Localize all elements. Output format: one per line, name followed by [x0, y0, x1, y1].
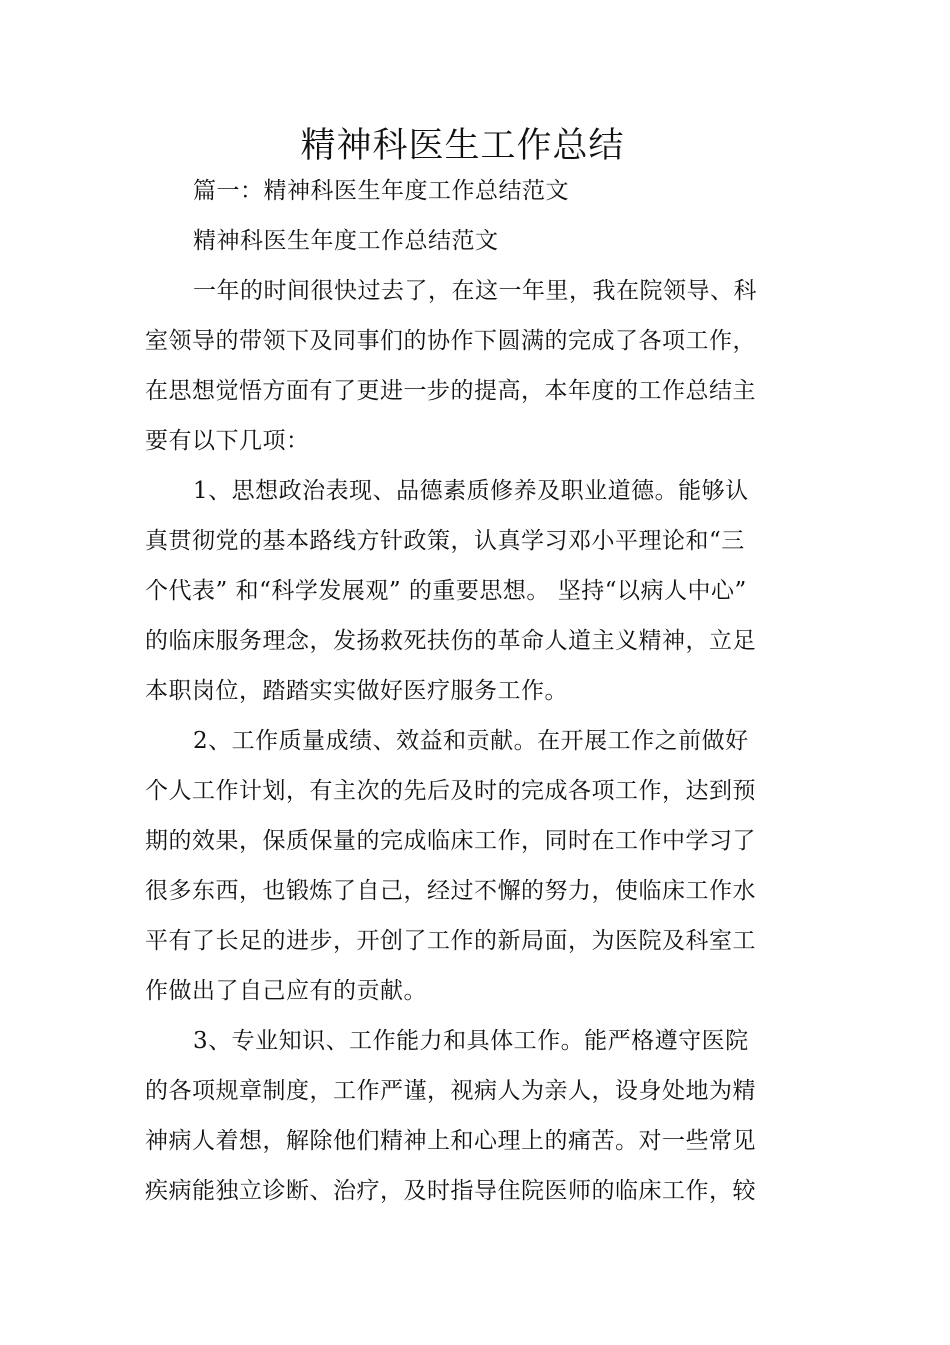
paragraph-line: 的临床服务理念，发扬救死扶伤的革命人道主义精神，立足	[145, 628, 756, 654]
paragraph-line: 的各项规章制度，工作严谨，视病人为亲人，设身处地为精	[145, 1078, 756, 1104]
paragraph-line: 神病人着想，解除他们精神上和心理上的痛苦。对一些常见	[145, 1128, 756, 1154]
paragraph-line: 平有了长足的进步，开创了工作的新局面，为医院及科室工	[145, 928, 756, 954]
paragraph-line: 在思想觉悟方面有了更进一步的提高，本年度的工作总结主	[145, 378, 756, 404]
paragraph-line: 很多东西，也锻炼了自己，经过不懈的努力，使临床工作水	[145, 878, 756, 904]
paragraph-line: 室领导的带领下及同事们的协作下圆满的完成了各项工作，	[145, 328, 756, 354]
paragraph-line: 1、思想政治表现、品德素质修养及职业道德。能够认	[193, 478, 749, 504]
paragraph-line: 疾病能独立诊断、治疗，及时指导住院医师的临床工作，较	[145, 1178, 756, 1204]
document-title: 精神科医生工作总结	[300, 126, 625, 166]
paragraph-line: 个代表” 和“科学发展观” 的重要思想。 坚持“以病人中心”	[145, 578, 747, 604]
paragraph-line: 期的效果，保质保量的完成临床工作，同时在工作中学习了	[145, 828, 756, 854]
paragraph-line: 个人工作计划，有主次的先后及时的完成各项工作，达到预	[145, 778, 756, 804]
section-heading: 篇一：精神科医生年度工作总结范文	[193, 178, 569, 204]
paragraph-line: 3、专业知识、工作能力和具体工作。能严格遵守医院	[193, 1028, 749, 1054]
paragraph-line: 要有以下几项：	[145, 428, 310, 454]
paragraph-line: 一年的时间很快过去了，在这一年里，我在院领导、科	[193, 278, 757, 304]
paragraph-line: 作做出了自己应有的贡献。	[145, 978, 427, 1004]
paragraph-line: 本职岗位，踏踏实实做好医疗服务工作。	[145, 678, 568, 704]
paragraph-line: 2、工作质量成绩、效益和贡献。在开展工作之前做好	[193, 728, 749, 754]
subheading: 精神科医生年度工作总结范文	[193, 228, 499, 254]
paragraph-line: 真贯彻党的基本路线方针政策，认真学习邓小平理论和“三	[145, 528, 745, 554]
